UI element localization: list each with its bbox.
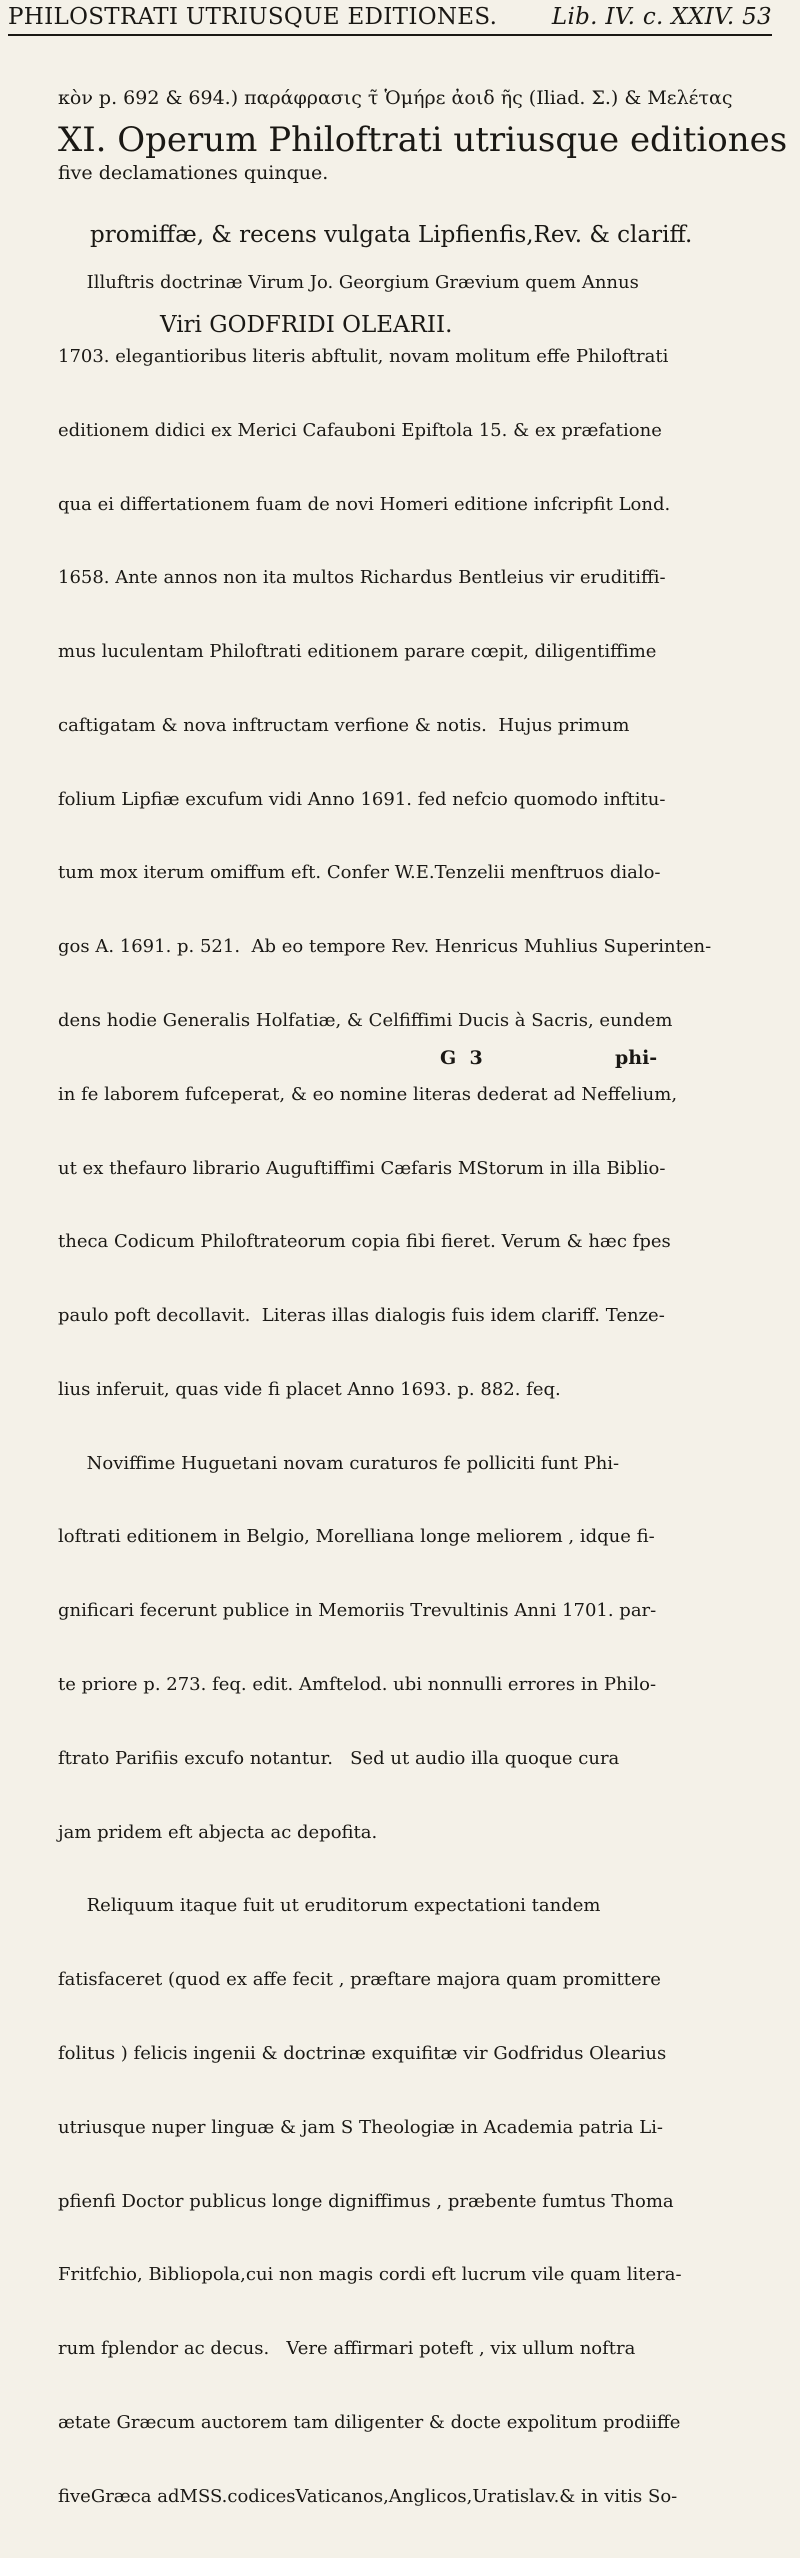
body-text: [58, 222, 788, 2558]
body-line: gos A. 1691. p. 521. Ab eo tempore Rev. Henricus Muhlius Superinten-: [58, 936, 712, 958]
body-line: in fe laborem fufceperat, & eo nomine literas dederat ad Neffelium,: [58, 1083, 678, 1105]
body-line: Reliquum itaque fuit ut eruditorum expectationi tandem: [58, 1895, 601, 1917]
subtitle-line: promiffæ, & recens vulgata Lipfienfis,Rev. & clariff.: [90, 222, 693, 248]
body-line: tum mox iterum omiffum eft. Confer W.E.Tenzelii menftruos dialo-: [58, 862, 661, 884]
body-line: mus luculentam Philoftrati editionem parare cœpit, diligentiffime: [58, 641, 657, 663]
body-line: jam pridem eft abjecta ac depofita.: [58, 1821, 378, 1843]
body-line: rum fplendor ac decus. Vere affirmari poteft , vix ullum noftra: [58, 2338, 636, 2360]
body-line: utriusque nuper linguæ & jam S Theologiæ in Academia patria Li-: [58, 2116, 663, 2138]
body-line: folium Lipfiæ excufum vidi Anno 1691. fed nefcio quomodo inftitu-: [58, 788, 666, 810]
body-line: editionem didici ex Merici Cafauboni Epiftola 15. & ex præfatione: [58, 419, 662, 441]
body-line: 1703. elegantioribus literis abftulit, novam molitum effe Philoftrati: [58, 345, 669, 367]
body-line: qua ei differtationem fuam de novi Homeri editione infcripfit Lond.: [58, 493, 671, 515]
body-line: lius inferuit, quas vide fi placet Anno 1693. p. 882. feq.: [58, 1378, 561, 1400]
running-head-title: PHILOSTRATI UTRIUSQUE EDITIONES.: [8, 4, 498, 30]
body-line: loftrati editionem in Belgio, Morelliana longe meliorem , idque fi-: [58, 1526, 655, 1548]
body-line: ftrato Parifiis excufo notantur. Sed ut audio illa quoque cura: [58, 1747, 620, 1769]
section-title: XI. Operum Philoftrati utriusque editiones: [58, 120, 788, 160]
body-line: 1658. Ante annos non ita multos Richardus Bentleius vir eruditiffi-: [58, 567, 666, 589]
body-line: fiveGræca adMSS.codicesVaticanos,Anglicos,Uratislav.& in vitis So-: [58, 2485, 678, 2507]
signature-and-catchword: G 3 phi-: [440, 1047, 658, 1069]
body-line: Illuftris doctrinæ Virum Jo. Georgium Grævium quem Annus: [58, 272, 639, 294]
body-line: te priore p. 273. feq. edit. Amftelod. ubi nonnulli errores in Philo-: [58, 1674, 657, 1696]
body-line: gnificari fecerunt publice in Memoriis Trevultinis Anni 1701. par-: [58, 1600, 657, 1622]
body-line: paulo poft decollavit. Literas illas dialogis fuis idem clariff. Tenze-: [58, 1305, 665, 1327]
running-head-reference: Lib. IV. c. XXIV. 53: [551, 4, 772, 30]
body-line: ut ex thefauro librario Auguftiffimi Cæfaris MStorum in illa Biblio-: [58, 1157, 666, 1179]
text-line: five declamationes quinque.: [58, 162, 329, 184]
running-head: [8, 4, 772, 34]
subtitle-line: Viri GODFRIDI OLEARII.: [160, 312, 453, 338]
body-line: fatisfaceret (quod ex affe fecit , præftare majora quam promittere: [58, 1969, 661, 1991]
body-line: caftigatam & nova inftructam verfione & notis. Hujus primum: [58, 714, 630, 736]
body-line: dens hodie Generalis Holfatiæ, & Celfiffimi Ducis à Sacris, eundem: [58, 1010, 673, 1031]
body-line: folitus ) felicis ingenii & doctrinæ exquifitæ vir Godfridus Olearius: [58, 2042, 667, 2064]
body-line: pfienfi Doctor publicus longe digniffimus , præbente fumtus Thoma: [58, 2190, 674, 2212]
text-line: κὸν p. 692 & 694.) παράφρασις τ̃ Ὁμήρε ἀοιδ ῆς (Iliad. Σ.) & Μελέτας: [58, 87, 733, 109]
body-line: ætate Græcum auctorem tam diligenter & docte expolitum prodiiffe: [58, 2411, 681, 2433]
body-line: Noviffime Huguetani novam curaturos fe polliciti funt Phi-: [58, 1452, 620, 1474]
body-line: theca Codicum Philoftrateorum copia fibi fieret. Verum & hæc fpes: [58, 1231, 671, 1253]
body-line: Fritfchio, Bibliopola,cui non magis cordi eft lucrum vile quam litera-: [58, 2264, 682, 2286]
